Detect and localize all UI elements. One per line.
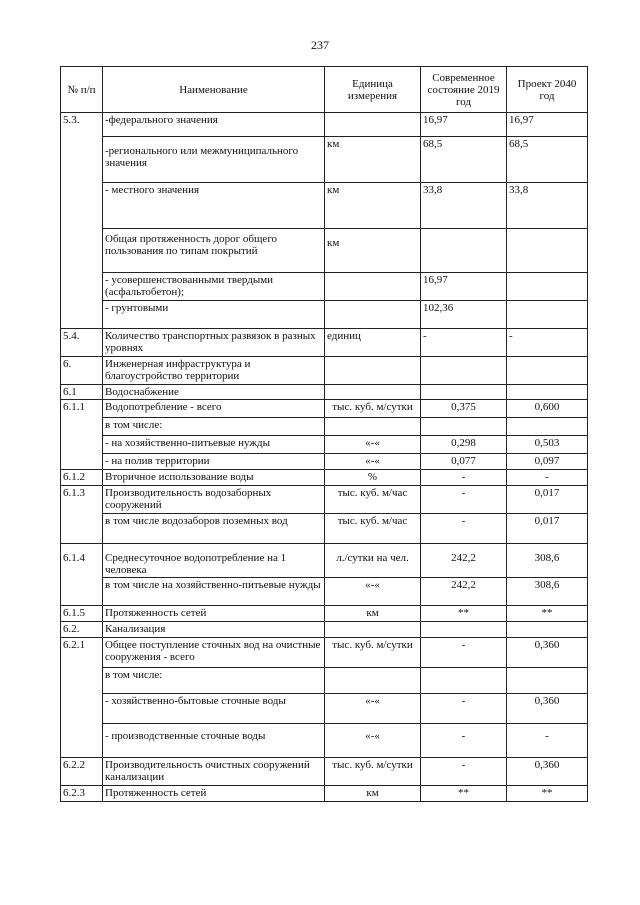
row-current <box>421 357 507 385</box>
row-name: - на хозяйственно-питьевые нужды <box>103 436 325 454</box>
table-row <box>61 606 588 622</box>
row-name: Водоснабжение <box>103 385 325 400</box>
row-project: 0,360 <box>507 694 588 724</box>
table-row <box>61 418 588 436</box>
table-row <box>61 400 588 418</box>
row-unit <box>325 622 421 638</box>
table-row <box>61 454 588 470</box>
row-name: - на полив территории <box>103 454 325 470</box>
row-unit <box>325 418 421 436</box>
row-name: в том числе на хозяйственно-питьевые нужды <box>103 578 325 606</box>
table-row <box>61 486 588 514</box>
row-unit: км <box>325 786 421 802</box>
header-num: № п/п <box>61 67 103 113</box>
table-row <box>61 273 588 301</box>
row-project: 33,8 <box>507 183 588 229</box>
row-name: в том числе: <box>103 418 325 436</box>
row-number: 6.2.1 <box>61 638 103 758</box>
row-project: 0,503 <box>507 436 588 454</box>
row-name: Общая протяженность дорог общего пользования по типам покрытий <box>103 229 325 273</box>
row-project <box>507 418 588 436</box>
table-row <box>61 470 588 486</box>
row-project <box>507 385 588 400</box>
row-number: 5.3. <box>61 113 103 329</box>
row-number: 6.2.3 <box>61 786 103 802</box>
row-current <box>421 668 507 694</box>
row-current: - <box>421 724 507 758</box>
row-project: 0,360 <box>507 758 588 786</box>
row-name: Количество транспортных развязок в разных уровнях <box>103 329 325 357</box>
table-row <box>61 622 588 638</box>
row-current: - <box>421 694 507 724</box>
row-current: - <box>421 758 507 786</box>
row-unit <box>325 385 421 400</box>
row-name: - усовершенствованными твердыми (асфальтобетон); <box>103 273 325 301</box>
row-current: 33,8 <box>421 183 507 229</box>
row-unit <box>325 357 421 385</box>
row-unit: тыс. куб. м/час <box>325 486 421 514</box>
row-number: 6.1.2 <box>61 470 103 486</box>
row-number: 5.4. <box>61 329 103 357</box>
row-unit: л./сутки на чел. <box>325 544 421 578</box>
table-row <box>61 724 588 758</box>
row-name: Производительность водозаборных сооружений <box>103 486 325 514</box>
row-name: Протяженность сетей <box>103 786 325 802</box>
row-current <box>421 385 507 400</box>
row-number: 6.2.2 <box>61 758 103 786</box>
row-unit <box>325 273 421 301</box>
row-name: в том числе водозаборов поземных вод <box>103 514 325 544</box>
row-project <box>507 273 588 301</box>
table-row <box>61 183 588 229</box>
row-project: 16,97 <box>507 113 588 137</box>
table-row <box>61 113 588 137</box>
table-row <box>61 385 588 400</box>
row-current <box>421 418 507 436</box>
row-unit: км <box>325 183 421 229</box>
table-row <box>61 229 588 273</box>
header-name: Наименование <box>103 67 325 113</box>
row-current: 0,298 <box>421 436 507 454</box>
row-current: ** <box>421 786 507 802</box>
row-unit: км <box>325 229 421 273</box>
row-name: Производительность очистных сооружений канализации <box>103 758 325 786</box>
table-row <box>61 137 588 183</box>
row-name: -регионального или межмуниципального значения <box>103 137 325 183</box>
row-unit: «-« <box>325 694 421 724</box>
row-number: 6. <box>61 357 103 385</box>
row-project: - <box>507 329 588 357</box>
row-project: 308,6 <box>507 544 588 578</box>
row-unit: км <box>325 606 421 622</box>
table-row <box>61 668 588 694</box>
row-unit: «-« <box>325 436 421 454</box>
row-unit <box>325 113 421 137</box>
row-project <box>507 357 588 385</box>
row-unit: % <box>325 470 421 486</box>
row-project: 308,6 <box>507 578 588 606</box>
row-project <box>507 301 588 329</box>
row-current: - <box>421 486 507 514</box>
row-current: - <box>421 329 507 357</box>
row-unit <box>325 301 421 329</box>
row-name: -федерального значения <box>103 113 325 137</box>
row-name: - хозяйственно-бытовые сточные воды <box>103 694 325 724</box>
row-project: - <box>507 724 588 758</box>
row-name: Общее поступление сточных вод на очистные сооружения - всего <box>103 638 325 668</box>
row-name: Инженерная инфраструктура и благоустройство территории <box>103 357 325 385</box>
row-project <box>507 668 588 694</box>
table-row <box>61 786 588 802</box>
row-current: 16,97 <box>421 113 507 137</box>
row-unit: «-« <box>325 454 421 470</box>
table-row <box>61 544 588 578</box>
row-name: Вторичное использование воды <box>103 470 325 486</box>
header-row <box>61 67 588 113</box>
row-current: 68,5 <box>421 137 507 183</box>
header-project: Проект 2040 год <box>507 67 588 113</box>
row-unit: тыс. куб. м/час <box>325 514 421 544</box>
row-unit: единиц <box>325 329 421 357</box>
row-project: ** <box>507 606 588 622</box>
row-unit: тыс. куб. м/сутки <box>325 400 421 418</box>
row-current: 242,2 <box>421 544 507 578</box>
header-unit: Единица измерения <box>325 67 421 113</box>
header-current: Современное состояние 2019 год <box>421 67 507 113</box>
table-row <box>61 638 588 668</box>
row-number: 6.1.3 <box>61 486 103 544</box>
row-name: Протяженность сетей <box>103 606 325 622</box>
row-current: - <box>421 514 507 544</box>
row-name: Канализация <box>103 622 325 638</box>
row-project <box>507 622 588 638</box>
row-unit: «-« <box>325 578 421 606</box>
row-number: 6.1 <box>61 385 103 400</box>
table-row <box>61 758 588 786</box>
row-name: Среднесуточное водопотребление на 1 человека <box>103 544 325 578</box>
data-table <box>60 66 588 802</box>
row-unit: тыс. куб. м/сутки <box>325 758 421 786</box>
table-row <box>61 329 588 357</box>
table-row <box>61 357 588 385</box>
row-current <box>421 622 507 638</box>
table-row <box>61 514 588 544</box>
row-project: 68,5 <box>507 137 588 183</box>
row-project: ** <box>507 786 588 802</box>
table-row <box>61 694 588 724</box>
row-unit: «-« <box>325 724 421 758</box>
table-row <box>61 436 588 454</box>
row-unit: км <box>325 137 421 183</box>
row-project: 0,017 <box>507 514 588 544</box>
row-current: 16,97 <box>421 273 507 301</box>
row-number: 6.1.4 <box>61 544 103 606</box>
row-unit <box>325 668 421 694</box>
row-number: 6.2. <box>61 622 103 638</box>
page-number: 237 <box>311 38 329 52</box>
row-current: ** <box>421 606 507 622</box>
row-project: - <box>507 470 588 486</box>
row-current: 0,077 <box>421 454 507 470</box>
row-unit: тыс. куб. м/сутки <box>325 638 421 668</box>
row-current: - <box>421 470 507 486</box>
row-current: 242,2 <box>421 578 507 606</box>
table-row <box>61 301 588 329</box>
row-number: 6.1.5 <box>61 606 103 622</box>
table-row <box>61 578 588 606</box>
row-name: - производственные сточные воды <box>103 724 325 758</box>
row-name: Водопотребление - всего <box>103 400 325 418</box>
row-current: - <box>421 638 507 668</box>
row-name: - местного значения <box>103 183 325 229</box>
row-project: 0,600 <box>507 400 588 418</box>
row-current: 0,375 <box>421 400 507 418</box>
row-project <box>507 229 588 273</box>
row-project: 0,097 <box>507 454 588 470</box>
row-number: 6.1.1 <box>61 400 103 470</box>
row-project: 0,017 <box>507 486 588 514</box>
row-current: 102,36 <box>421 301 507 329</box>
row-current <box>421 229 507 273</box>
row-name: в том числе: <box>103 668 325 694</box>
row-project: 0,360 <box>507 638 588 668</box>
row-name: - грунтовыми <box>103 301 325 329</box>
